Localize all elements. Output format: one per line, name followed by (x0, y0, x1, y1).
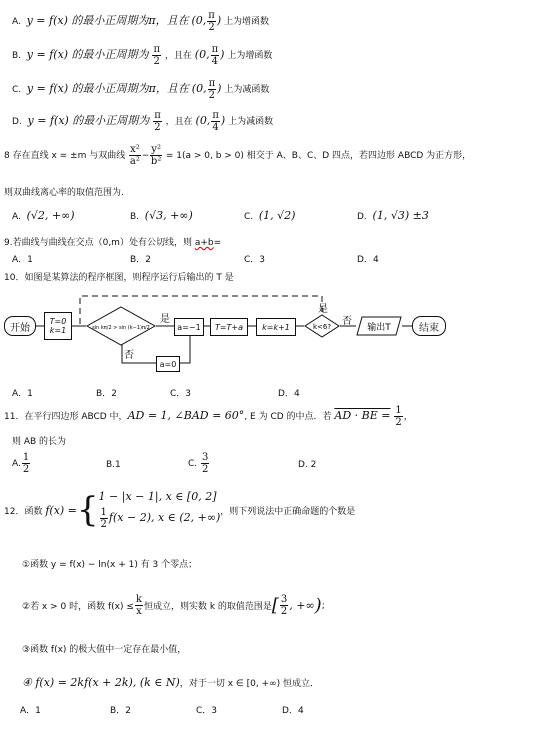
q12-statement-3: ③函数 f(x) 的极大值中一定存在最小值， (22, 645, 187, 655)
q8-option-c[interactable]: C. (1, √2) (244, 209, 296, 222)
q9-option-b[interactable]: B．2 (130, 255, 151, 265)
svg-text:sin kπ/2 > sin (k−1)π/2: sin kπ/2 > sin (k−1)π/2 (92, 325, 150, 331)
flow-init: T=0 k=1 (44, 312, 72, 340)
q11-option-b[interactable]: B.1 (106, 460, 121, 470)
q7-a-fraction: $\frac{\pi}{2}$ (208, 10, 215, 33)
q10-option-c[interactable]: C．3 (170, 389, 192, 399)
q12-brace: { (76, 490, 99, 530)
q8-option-a[interactable]: A. (√2, +∞) (12, 209, 75, 222)
q9-option-a[interactable]: A．1 (12, 255, 33, 265)
q11-stem: 11．在平行四边形 ABCD 中，AD = 1, ∠BAD = 60°, E 为 CD 的中点．若 AD · BE = $\frac{1}{2}$ ， (4, 405, 413, 428)
q8-option-d[interactable]: D. (1, √3) ±3 (357, 209, 429, 222)
flow-no2: 否 (342, 316, 352, 327)
q11-line2: 则 AB 的长为 (12, 437, 67, 447)
q7-d-period: $\frac{\pi}{2}$ (154, 110, 161, 133)
q8-option-b[interactable]: B. (√3, +∞) (130, 209, 193, 222)
flow-k-update: k=k+1 (256, 318, 296, 336)
q11-option-c[interactable]: C. $\frac{3}{2}$ (188, 452, 209, 475)
q10-option-b[interactable]: B．2 (96, 389, 117, 399)
flow-yes2: 是 (318, 304, 328, 315)
svg-text:k<6?: k<6? (312, 323, 332, 331)
q7-b-fraction: $\frac{\pi}{4}$ (211, 44, 219, 67)
q12-option-b[interactable]: B．2 (110, 706, 131, 716)
q12-statement-4: ④ f(x) = 2kf(x + 2k), (k ∈ N)，对于一切 x ∈ [0, +∞) 恒成立． (22, 676, 319, 689)
q12-stem: 12．函数 f(x) = { 1 − |x − 1|, x ∈ [0, 2] $\frac{1}{2}$ f(x − 2), x ∈ (2, +∞) ，则下列说法中正确命题的个数是 (4, 490, 356, 530)
q11-option-a[interactable]: A. $\frac{1}{2}$ (12, 452, 30, 475)
q9-option-c[interactable]: C．3 (244, 255, 266, 265)
q7-option-d[interactable]: D. y = f(x) 的最小正周期为 $\frac{\pi}{2}$ ，且在 (0, $\frac{\pi}{4}$ ) 上为减函数 (12, 110, 274, 133)
q8-stem: 8 存在直线 x = ±m 与双曲线 $\frac{\text{x²}}{\text{a²}}$ − $\frac{\text{y²}}{\text{b²}}$ = 1(a > 0, b > 0) 相交于 A、B、C、D 四点，若四边形 ABCD 为正方形， (4, 144, 472, 167)
flow-a-neg: a=−1 (174, 318, 204, 336)
q10-option-a[interactable]: A．1 (12, 389, 33, 399)
flow-cond2-diamond (304, 314, 340, 338)
q11-option-d[interactable]: D. 2 (298, 460, 317, 470)
flow-t-update: T=T+a (210, 318, 248, 336)
q9-option-d[interactable]: D．4 (357, 255, 379, 265)
q10-option-d[interactable]: D．4 (278, 389, 300, 399)
q7-option-b[interactable]: B. y = f(x) 的最小正周期为 $\frac{\pi}{2}$ ，且在 (0, $\frac{\pi}{4}$ ) 上为增函数 (12, 44, 273, 67)
q8-x-frac: $\frac{\text{x²}}{\text{a²}}$ (129, 144, 140, 167)
flow-end: 结束 (412, 316, 446, 336)
q8-line2: 则双曲线离心率的取值范围为. (4, 188, 124, 198)
q9-stem: 9.若曲线与曲线在交点（0,m）处有公切线，则 a+b= (4, 238, 222, 248)
q7-b-period: $\frac{\pi}{2}$ (153, 44, 161, 67)
flow-start: 开始 (4, 316, 36, 336)
flow-output-shape (356, 316, 402, 336)
flow-a-zero: a=0 (156, 356, 180, 372)
q12-option-a[interactable]: A．1 (20, 706, 41, 716)
flow-cond1-diamond (86, 306, 156, 346)
q12-statement-1: ①函数 y = f(x) − ln(x + 1) 有 3 个零点； (22, 560, 198, 570)
q12-statement-2: ②若 x > 0 时，函数 f(x) ≤ $\frac{k}{x}$ 恒成立，则实数 k 的取值范围是 [ $\frac{3}{2}$ , +∞ ) ; (22, 594, 325, 617)
flow-no1: 否 (124, 350, 134, 361)
q7-option-c[interactable]: C. y = f(x) 的最小正周期为π，且在 (0, $\frac{\pi}{2}$ ) 上为减函数 (12, 78, 270, 101)
flow-yes1: 是 (160, 314, 170, 325)
q7-d-fraction: $\frac{\pi}{4}$ (212, 110, 219, 133)
q12-option-d[interactable]: D．4 (282, 706, 304, 716)
q8-y-frac: $\frac{\text{y²}}{\text{b²}}$ (150, 144, 162, 167)
svg-text:输出T: 输出T (367, 323, 391, 333)
q7-option-a[interactable]: A. y = f(x) 的最小正周期为π，且在 (0, $\frac{\pi}{2}$ ) 上为增函数 (12, 10, 270, 33)
q12-option-c[interactable]: C．3 (196, 706, 218, 716)
q11-frac: $\frac{1}{2}$ (395, 405, 402, 428)
q7-c-fraction: $\frac{\pi}{2}$ (208, 78, 216, 101)
q10-stem: 10．如图是某算法的程序框图，则程序运行后输出的 T 是 (4, 273, 234, 283)
q10-flowchart (0, 288, 533, 378)
